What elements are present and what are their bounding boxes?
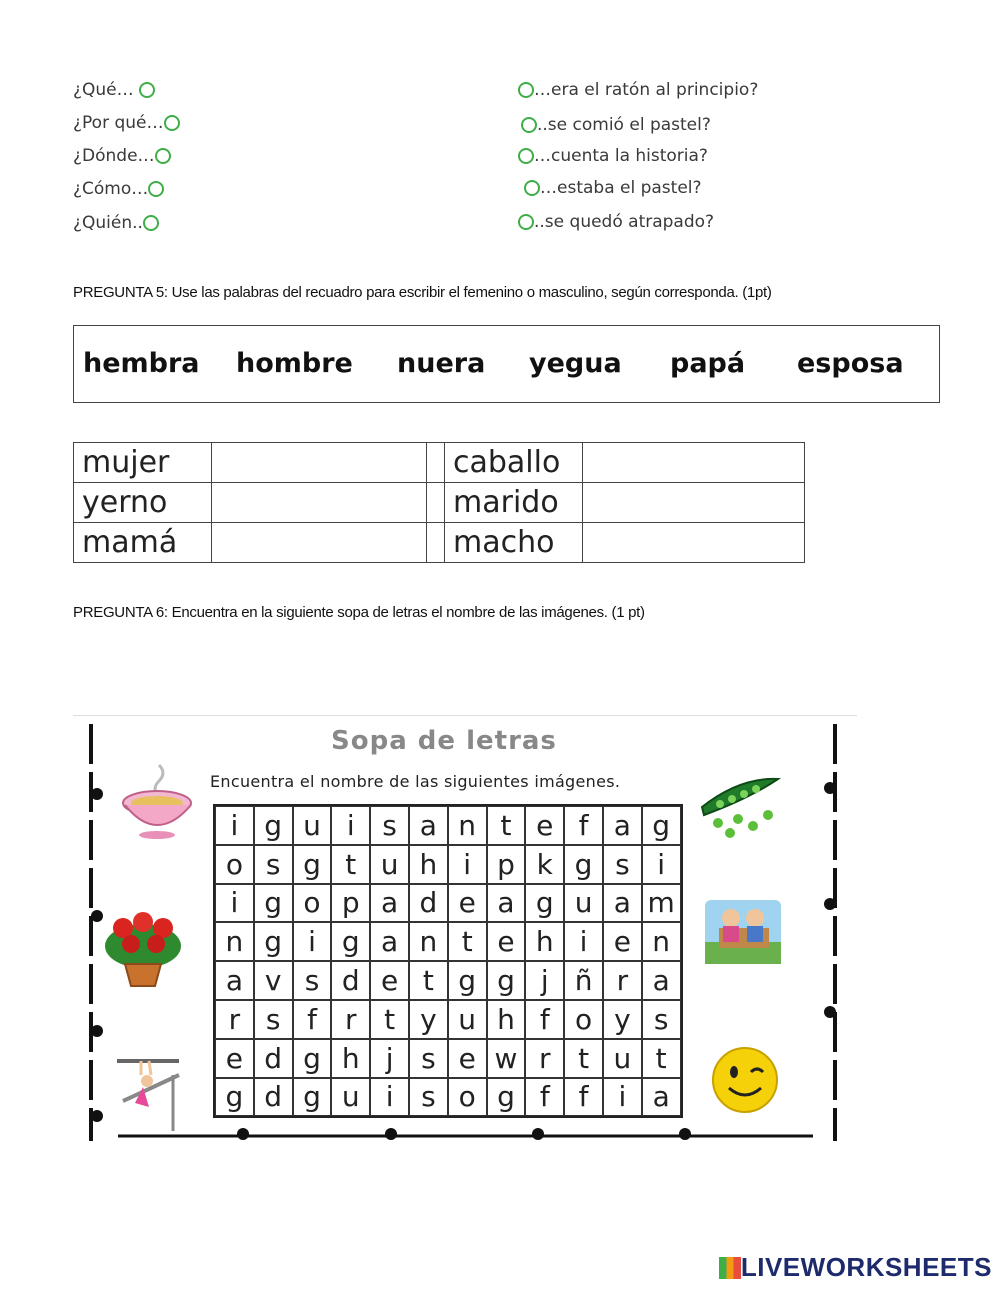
question-left-1 bbox=[73, 80, 155, 100]
grid-cell[interactable]: e bbox=[370, 961, 409, 1000]
grid-cell[interactable]: e bbox=[215, 1039, 254, 1078]
grid-cell[interactable]: i bbox=[293, 922, 332, 961]
answer-field[interactable] bbox=[583, 523, 805, 563]
grid-cell[interactable]: i bbox=[642, 845, 681, 884]
question-right-label: ..se quedó atrapado? bbox=[534, 212, 715, 232]
question-right-label: ..se comió el pastel? bbox=[537, 115, 711, 135]
question-right-5 bbox=[518, 212, 714, 232]
liveworksheets-logo bbox=[719, 1252, 992, 1283]
grid-cell[interactable]: t bbox=[409, 961, 448, 1000]
question-left-label: ¿Quién.. bbox=[73, 213, 143, 233]
grid-cell[interactable]: n bbox=[409, 922, 448, 961]
answer-circle[interactable] bbox=[155, 148, 171, 164]
grid-cell[interactable]: g bbox=[293, 1078, 332, 1117]
grid-cell[interactable]: g bbox=[448, 961, 487, 1000]
answer-circle[interactable] bbox=[521, 117, 537, 133]
question-left-label: ¿Qué… bbox=[73, 80, 134, 100]
word-box bbox=[73, 325, 940, 403]
word-search-title: Sopa de letras bbox=[331, 726, 557, 756]
grid-cell[interactable]: e bbox=[525, 806, 564, 845]
soup-bowl-icon bbox=[119, 761, 199, 841]
grid-cell[interactable]: n bbox=[215, 922, 254, 961]
grid-cell[interactable]: f bbox=[293, 1000, 332, 1039]
pregunta-6-heading: PREGUNTA 6: Encuentra en la siguiente sopa de letras el nombre de las imágenes. (1 pt) bbox=[73, 604, 645, 621]
grid-cell[interactable]: a bbox=[215, 961, 254, 1000]
table-row bbox=[74, 443, 805, 483]
grid-cell[interactable]: p bbox=[487, 845, 526, 884]
logo-mark-icon bbox=[719, 1257, 741, 1279]
table-word: marido bbox=[445, 483, 583, 523]
grid-cell[interactable]: i bbox=[370, 1078, 409, 1117]
grid-cell[interactable]: d bbox=[254, 1078, 293, 1117]
question-right-label: …era el ratón al principio? bbox=[534, 80, 759, 100]
word-box-item: papá bbox=[670, 348, 746, 379]
grid-cell[interactable]: h bbox=[487, 1000, 526, 1039]
grandparents-icon bbox=[701, 892, 785, 972]
grid-cell[interactable]: t bbox=[370, 1000, 409, 1039]
grid-cell[interactable]: d bbox=[331, 961, 370, 1000]
grid-cell[interactable]: t bbox=[487, 806, 526, 845]
gymnast-icon bbox=[113, 1041, 183, 1133]
question-right-4 bbox=[524, 178, 702, 198]
grid-cell[interactable]: a bbox=[603, 806, 642, 845]
grid-cell[interactable]: g bbox=[642, 806, 681, 845]
grid-cell[interactable]: d bbox=[409, 884, 448, 923]
grid-cell[interactable]: g bbox=[293, 845, 332, 884]
grid-cell[interactable]: s bbox=[603, 845, 642, 884]
grid-cell[interactable]: a bbox=[409, 806, 448, 845]
grid-cell[interactable]: s bbox=[409, 1039, 448, 1078]
grid-cell[interactable]: g bbox=[293, 1039, 332, 1078]
grid-cell[interactable]: g bbox=[487, 961, 526, 1000]
grid-cell[interactable]: s bbox=[293, 961, 332, 1000]
grid-cell[interactable]: y bbox=[603, 1000, 642, 1039]
answer-field[interactable] bbox=[583, 483, 805, 523]
grid-cell[interactable]: i bbox=[215, 884, 254, 923]
grid-cell[interactable]: i bbox=[448, 845, 487, 884]
table-word: caballo bbox=[445, 443, 583, 483]
grid-cell[interactable]: w bbox=[487, 1039, 526, 1078]
table-spacer bbox=[427, 443, 445, 483]
grid-cell[interactable]: s bbox=[370, 806, 409, 845]
grid-cell[interactable]: ñ bbox=[564, 961, 603, 1000]
table-spacer bbox=[427, 523, 445, 563]
table-word: macho bbox=[445, 523, 583, 563]
grid-cell[interactable]: h bbox=[331, 1039, 370, 1078]
table-row bbox=[74, 523, 805, 563]
grid-cell[interactable]: u bbox=[331, 1078, 370, 1117]
table-row bbox=[74, 483, 805, 523]
word-box-item: hembra bbox=[83, 348, 200, 379]
grid-cell[interactable]: o bbox=[215, 845, 254, 884]
question-left-4 bbox=[73, 179, 164, 199]
grid-cell[interactable]: s bbox=[642, 1000, 681, 1039]
word-box-item: nuera bbox=[397, 348, 486, 379]
grid-cell[interactable]: u bbox=[603, 1039, 642, 1078]
answer-circle[interactable] bbox=[518, 148, 534, 164]
answer-circle[interactable] bbox=[518, 214, 534, 230]
question-left-3 bbox=[73, 146, 171, 166]
grid-cell[interactable]: a bbox=[487, 884, 526, 923]
grid-cell[interactable]: s bbox=[254, 845, 293, 884]
grid-cell[interactable]: u bbox=[370, 845, 409, 884]
grid-cell[interactable]: g bbox=[525, 884, 564, 923]
question-right-3 bbox=[518, 146, 708, 166]
answer-field[interactable] bbox=[583, 443, 805, 483]
grid-cell[interactable]: i bbox=[564, 922, 603, 961]
logo-text: LIVEWORKSHEETS bbox=[740, 1252, 992, 1282]
grid-cell[interactable]: t bbox=[642, 1039, 681, 1078]
question-right-label: …cuenta la historia? bbox=[534, 146, 708, 166]
word-box-item: esposa bbox=[797, 348, 904, 379]
answer-circle[interactable] bbox=[164, 115, 180, 131]
grid-cell[interactable]: m bbox=[642, 884, 681, 923]
table-word: mujer bbox=[74, 443, 212, 483]
grid-cell[interactable]: n bbox=[642, 922, 681, 961]
grid-cell[interactable]: g bbox=[564, 845, 603, 884]
grid-cell[interactable]: a bbox=[603, 884, 642, 923]
grid-cell[interactable]: r bbox=[331, 1000, 370, 1039]
table-spacer bbox=[427, 483, 445, 523]
table-word: mamá bbox=[74, 523, 212, 563]
grid-cell[interactable]: h bbox=[409, 845, 448, 884]
question-right-2 bbox=[521, 115, 711, 135]
grid-cell[interactable]: v bbox=[254, 961, 293, 1000]
grid-cell[interactable]: f bbox=[525, 1078, 564, 1117]
question-left-label: ¿Dónde… bbox=[73, 146, 155, 166]
question-left-label: ¿Por qué… bbox=[73, 113, 164, 133]
grid-cell[interactable]: f bbox=[525, 1000, 564, 1039]
word-box-item: hombre bbox=[236, 348, 353, 379]
grid-cell[interactable]: a bbox=[370, 922, 409, 961]
grid-cell[interactable]: r bbox=[525, 1039, 564, 1078]
table-word: yerno bbox=[74, 483, 212, 523]
question-right-label: …estaba el pastel? bbox=[540, 178, 702, 198]
question-left-2 bbox=[73, 113, 180, 133]
grid-cell[interactable]: i bbox=[215, 806, 254, 845]
grid-cell[interactable]: i bbox=[331, 806, 370, 845]
question-right-1 bbox=[518, 80, 758, 100]
grid-cell[interactable]: g bbox=[487, 1078, 526, 1117]
answer-field[interactable] bbox=[212, 443, 427, 483]
word-box-item: yegua bbox=[529, 348, 622, 379]
grid-cell[interactable]: r bbox=[215, 1000, 254, 1039]
grid-cell[interactable]: t bbox=[331, 845, 370, 884]
grid-cell[interactable]: e bbox=[448, 884, 487, 923]
grid-cell[interactable]: a bbox=[642, 1078, 681, 1117]
grid-cell[interactable]: j bbox=[370, 1039, 409, 1078]
smiley-icon bbox=[709, 1044, 781, 1116]
grid-cell[interactable]: g bbox=[254, 806, 293, 845]
grid-cell[interactable]: o bbox=[448, 1078, 487, 1117]
answer-field[interactable] bbox=[212, 523, 427, 563]
grid-cell[interactable]: e bbox=[487, 922, 526, 961]
grid-cell[interactable]: e bbox=[448, 1039, 487, 1078]
grid-cell[interactable]: g bbox=[215, 1078, 254, 1117]
answer-field[interactable] bbox=[212, 483, 427, 523]
grid-cell[interactable]: g bbox=[331, 922, 370, 961]
grid-cell[interactable]: g bbox=[254, 884, 293, 923]
grid-cell[interactable]: a bbox=[642, 961, 681, 1000]
grid-cell[interactable]: u bbox=[564, 884, 603, 923]
word-search-grid bbox=[213, 804, 683, 1118]
grid-cell[interactable]: u bbox=[293, 806, 332, 845]
grid-cell[interactable]: h bbox=[525, 922, 564, 961]
grid-cell[interactable]: u bbox=[448, 1000, 487, 1039]
word-search-subtitle: Encuentra el nombre de las siguientes imágenes. bbox=[210, 772, 621, 791]
grid-cell[interactable]: k bbox=[525, 845, 564, 884]
grid-cell[interactable]: n bbox=[448, 806, 487, 845]
grid-cell[interactable]: e bbox=[603, 922, 642, 961]
question-left-5 bbox=[73, 213, 159, 233]
grid-cell[interactable]: t bbox=[564, 1039, 603, 1078]
grid-cell[interactable]: s bbox=[254, 1000, 293, 1039]
grid-cell[interactable]: j bbox=[525, 961, 564, 1000]
answer-circle[interactable] bbox=[148, 181, 164, 197]
pregunta-5-heading: PREGUNTA 5: Use las palabras del recuadro para escribir el femenino o masculino, según corresponda. (1pt) bbox=[73, 284, 772, 301]
answer-circle[interactable] bbox=[518, 82, 534, 98]
flower-pot-icon bbox=[101, 906, 185, 990]
grid-cell[interactable]: d bbox=[254, 1039, 293, 1078]
grid-cell[interactable]: g bbox=[254, 922, 293, 961]
grid-cell[interactable]: y bbox=[409, 1000, 448, 1039]
grid-cell[interactable]: o bbox=[564, 1000, 603, 1039]
peas-icon bbox=[698, 771, 782, 849]
grid-cell[interactable]: s bbox=[409, 1078, 448, 1117]
word-search-card bbox=[73, 715, 857, 1141]
grid-cell[interactable]: r bbox=[603, 961, 642, 1000]
grid-cell[interactable]: f bbox=[564, 806, 603, 845]
answer-circle[interactable] bbox=[139, 82, 155, 98]
grid-cell[interactable]: o bbox=[293, 884, 332, 923]
gender-table bbox=[73, 442, 805, 563]
grid-cell[interactable]: a bbox=[370, 884, 409, 923]
answer-circle[interactable] bbox=[524, 180, 540, 196]
question-left-label: ¿Cómo… bbox=[73, 179, 149, 199]
answer-circle[interactable] bbox=[143, 215, 159, 231]
grid-cell[interactable]: i bbox=[603, 1078, 642, 1117]
grid-cell[interactable]: t bbox=[448, 922, 487, 961]
grid-cell[interactable]: f bbox=[564, 1078, 603, 1117]
grid-cell[interactable]: p bbox=[331, 884, 370, 923]
